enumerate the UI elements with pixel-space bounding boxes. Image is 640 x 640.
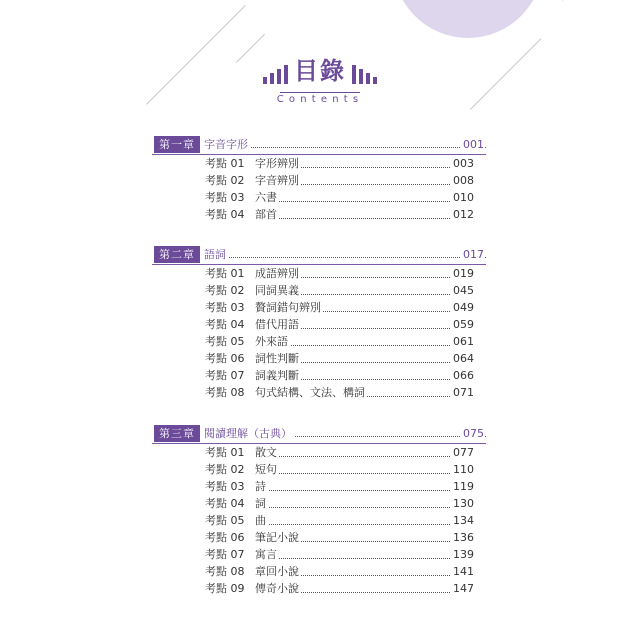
entry-number: 考點 03 — [205, 191, 245, 204]
chapter-badge: 第三章 — [154, 425, 200, 442]
toc-entry[interactable] — [152, 156, 486, 173]
chapter-rule — [152, 264, 486, 265]
toc-entry[interactable] — [152, 334, 486, 351]
toc-entry[interactable] — [152, 462, 486, 479]
chapter-badge: 第二章 — [154, 246, 200, 263]
entry-title: 散文 — [255, 446, 277, 459]
entry-title: 外來語 — [255, 335, 288, 348]
entry-number: 考點 07 — [205, 369, 245, 382]
toc-entry[interactable] — [152, 351, 486, 368]
toc-entry[interactable] — [152, 496, 486, 513]
entry-title: 章回小說 — [255, 565, 299, 578]
toc-entry[interactable] — [152, 266, 486, 283]
entry-page: 136 — [453, 531, 474, 544]
toc-header — [0, 52, 640, 105]
entry-title: 筆記小說 — [255, 531, 299, 544]
entry-number: 考點 08 — [205, 565, 245, 578]
entry-number: 考點 06 — [205, 352, 245, 365]
entry-page: 077 — [453, 446, 474, 459]
toc-entry[interactable] — [152, 283, 486, 300]
entry-number: 考點 04 — [205, 497, 245, 510]
leader-dots — [255, 218, 474, 219]
chapter-heading[interactable] — [152, 246, 486, 264]
chapter-2 — [152, 246, 486, 399]
toc-entry[interactable] — [152, 445, 486, 462]
entry-page: 119 — [453, 480, 474, 493]
entry-title: 同詞異義 — [255, 284, 299, 297]
entry-number: 考點 06 — [205, 531, 245, 544]
toc-entry[interactable] — [152, 317, 486, 334]
chapter-items — [152, 445, 486, 598]
entry-title: 字音辨別 — [255, 174, 299, 187]
leader-dots — [255, 473, 474, 474]
entry-title: 借代用語 — [255, 318, 299, 331]
chapter-title: 語詞 — [204, 248, 226, 261]
entry-title: 短句 — [255, 463, 277, 476]
toc-entry[interactable] — [152, 479, 486, 496]
entry-number: 考點 04 — [205, 318, 245, 331]
entry-number: 考點 03 — [205, 301, 245, 314]
entry-page: 049 — [453, 301, 474, 314]
leader-dots — [255, 456, 474, 457]
entry-page: 141 — [453, 565, 474, 578]
toc-entry[interactable] — [152, 190, 486, 207]
entry-number: 考點 03 — [205, 480, 245, 493]
leader-dots — [255, 490, 474, 491]
toc-entry[interactable] — [152, 368, 486, 385]
toc-entry[interactable] — [152, 300, 486, 317]
chapter-items — [152, 156, 486, 224]
entry-page: 045 — [453, 284, 474, 297]
entry-title: 寓言 — [255, 548, 277, 561]
entry-title: 贅詞錯句辨別 — [255, 301, 321, 314]
toc-entry[interactable] — [152, 530, 486, 547]
chapter-page: 001 — [463, 138, 484, 151]
chapter-page: 075 — [463, 427, 484, 440]
entry-title: 句式結構、文法、構詞 — [255, 386, 365, 399]
chapter-3 — [152, 425, 486, 595]
entry-number: 考點 02 — [205, 284, 245, 297]
entry-page: 008 — [453, 174, 474, 187]
entry-page: 019 — [453, 267, 474, 280]
chapter-rule — [152, 154, 486, 155]
entry-page: 134 — [453, 514, 474, 527]
entry-page: 066 — [453, 369, 474, 382]
toc-entry[interactable] — [152, 173, 486, 190]
entry-page: 064 — [453, 352, 474, 365]
entry-page: 110 — [453, 463, 474, 476]
entry-number: 考點 02 — [205, 174, 245, 187]
entry-title: 曲 — [255, 514, 266, 527]
entry-number: 考點 01 — [205, 267, 245, 280]
decor-diagonal-line — [562, 0, 612, 1]
chapter-items — [152, 266, 486, 402]
entry-title: 字形辨別 — [255, 157, 299, 170]
chapter-1 — [152, 136, 486, 221]
leader-dots — [255, 201, 474, 202]
entry-title: 詞義判斷 — [255, 369, 299, 382]
entry-page: 059 — [453, 318, 474, 331]
entry-number: 考點 07 — [205, 548, 245, 561]
entry-page: 061 — [453, 335, 474, 348]
page-subtitle: Contents — [276, 94, 364, 105]
entry-title: 詩 — [255, 480, 266, 493]
entry-title: 成語辨別 — [255, 267, 299, 280]
chapter-page: 017 — [463, 248, 484, 261]
entry-title: 六書 — [255, 191, 277, 204]
chapter-title: 字音字形 — [204, 138, 248, 151]
toc-entry[interactable] — [152, 513, 486, 530]
decor-circle — [393, 0, 543, 38]
chapter-title: 閱讀理解（古典） — [204, 427, 292, 440]
leader-dots — [255, 524, 474, 525]
entry-number: 考點 04 — [205, 208, 245, 221]
entry-title: 傳奇小說 — [255, 582, 299, 595]
entry-page: 010 — [453, 191, 474, 204]
leader-dots — [255, 507, 474, 508]
title-underline — [280, 92, 360, 93]
entry-page: 130 — [453, 497, 474, 510]
entry-number: 考點 01 — [205, 446, 245, 459]
entry-page: 012 — [453, 208, 474, 221]
entry-title: 部首 — [255, 208, 277, 221]
entry-number: 考點 05 — [205, 514, 245, 527]
entry-page: 071 — [453, 386, 474, 399]
leader-dots — [204, 257, 486, 258]
entry-number: 考點 08 — [205, 386, 245, 399]
toc-entry[interactable] — [152, 207, 486, 224]
entry-page: 147 — [453, 582, 474, 595]
entry-number: 考點 01 — [205, 157, 245, 170]
chapter-heading[interactable] — [152, 425, 486, 443]
chapter-rule — [152, 443, 486, 444]
entry-number: 考點 02 — [205, 463, 245, 476]
entry-title: 詞 — [255, 497, 266, 510]
right-bars-icon — [352, 64, 377, 88]
toc-entry[interactable] — [152, 564, 486, 581]
chapter-badge: 第一章 — [154, 136, 200, 153]
entry-number: 考點 09 — [205, 582, 245, 595]
entry-title: 詞性判斷 — [255, 352, 299, 365]
toc-entry[interactable] — [152, 581, 486, 598]
toc-entry[interactable] — [152, 547, 486, 564]
leader-dots — [255, 558, 474, 559]
page-title: 目錄 — [294, 57, 346, 85]
entry-number: 考點 05 — [205, 335, 245, 348]
entry-page: 003 — [453, 157, 474, 170]
toc-entry[interactable] — [152, 385, 486, 402]
entry-page: 139 — [453, 548, 474, 561]
left-bars-icon — [263, 64, 288, 88]
chapter-heading[interactable] — [152, 136, 486, 154]
